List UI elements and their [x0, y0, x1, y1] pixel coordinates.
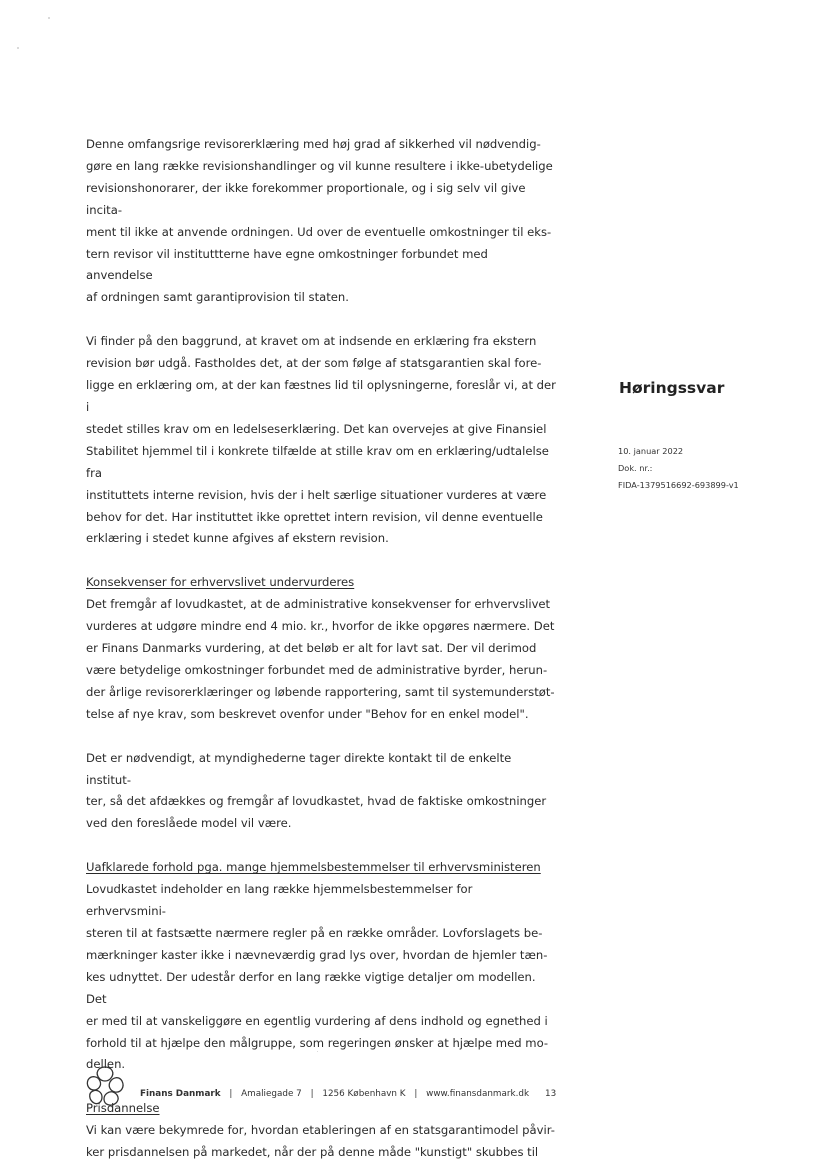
footer: [140, 1089, 529, 1099]
finans-danmark-logo-icon: [82, 1063, 128, 1109]
footer-separator: |: [310, 1089, 314, 1099]
paragraph-revisorerklaering: Denne omfangsrige revisorerklæring med høj grad af sikkerhed vil nødvendig- gøre en lang række revisionshandlinger og vil kunne resultere i ikke-ubetydelige revisionshonorarer, der ikke forekommer proportionale, og i sig selv vil give incita- ment til ikke at anvende ordningen. Ud over de eventuelle omkostninger til eks- tern revisor vil instituttterne have egne omkostninger forbundet med anvendelse af ordningen samt garantiprovision til staten.: [86, 137, 553, 305]
paragraph-konsekvenser: Det fremgår af lovudkastet, at de administrative konsekvenser for erhvervslivet vurderes at udgøre mindre end 4 mio. kr., hvorfor de ikke opgøres nærmere. Det er Finans Danmarks vurdering, at det beløb er alt for lavt sat. Der vil derimod være betydelige omkostninger forbundet med de administrative byrder, herun- der årlige revisorerklæringer og løbende rapportering, samt til systemunderstøt- telse af nye krav, som beskrevet ovenfor under "Behov for en enkel model".: [86, 597, 555, 721]
section-heading-hjemmelsbestemmelser: Uafklarede forhold pga. mange hjemmelsbestemmelser til erhvervsministeren: [86, 860, 541, 875]
paragraph-erklaering-forslag: Vi finder på den baggrund, at kravet om at indsende en erklæring fra ekstern revision bør udgå. Fastholdes det, at der som følge af statsgarantien skal fore- ligge en erklæring om, at der kan fæstnes lid til oplysningerne, foreslår vi, at der i stedet stilles krav om en ledelseserklæring. Det kan overvejes at give Finansiel Stabilitet hjemmel til i konkrete tilfælde at stille krav om en erklæring/udtalelse fra instituttets interne revision, hvis der i helt særlige situationer vurderes at være behov for det. Har instituttet ikke oprettet intern revision, vil denne eventuelle erklæring i stedet kunne afgives af ekstern revision.: [86, 334, 556, 546]
section-heading-konsekvenser: Konsekvenser for erhvervslivet undervurderes: [86, 575, 355, 590]
section-heading-prisdannelse: Prisdannelse: [86, 1101, 160, 1116]
footer-separator: |: [229, 1089, 233, 1099]
page-number: 13: [545, 1089, 557, 1099]
footer-address: Amaliegade 7: [241, 1089, 302, 1099]
footer-separator: |: [414, 1089, 418, 1099]
document-type-title: Høringssvar: [619, 379, 725, 397]
document-date: 10. januar 2022: [618, 446, 684, 456]
paragraph-hjemmelsbestemmelser: Lovudkastet indeholder en lang række hjemmelsbestemmelser for erhvervsmini- steren til at fastsætte nærmere regler på en række områder. Lovforslagets be- mærkninger kaster ikke i nævneværdig grad lys over, hvordan de hjemler tæn- kes udnyttet. Der udestår derfor en lang række vigtige detaljer om modellen. Det er med til at vanskeliggøre en egentlig vurdering af dens indhold og egnethed i forhold til at hjælpe den målgruppe, som regeringen ønsker at hjælpe med mo- dellen.: [86, 882, 549, 1072]
scan-speck: [17, 47, 19, 49]
footer-org: Finans Danmark: [140, 1089, 221, 1099]
document-number: FIDA-1379516692-693899-v1: [618, 479, 739, 490]
scan-speck: [48, 17, 50, 19]
footer-website-link[interactable]: www.finansdanmark.dk: [426, 1089, 530, 1099]
footer-city: 1256 København K: [322, 1089, 406, 1099]
document-meta: [618, 443, 739, 493]
main-text-column: [86, 134, 556, 1164]
document-number-label: Dok. nr.:: [618, 462, 653, 473]
paragraph-prisdannelse: Vi kan være bekymrede for, hvordan etableringen af en statsgarantimodel påvir- ker prisdannelsen på markedet, når der på denne måde "kunstigt" skubbes til: [86, 1123, 555, 1160]
paragraph-myndigheder: Det er nødvendigt, at myndighederne tager direkte kontakt til de enkelte institut- ter, så det afdækkes og fremgår af lovudkastet, hvad de faktiske omkostninger ved den foreslåede model vil være.: [86, 750, 547, 831]
